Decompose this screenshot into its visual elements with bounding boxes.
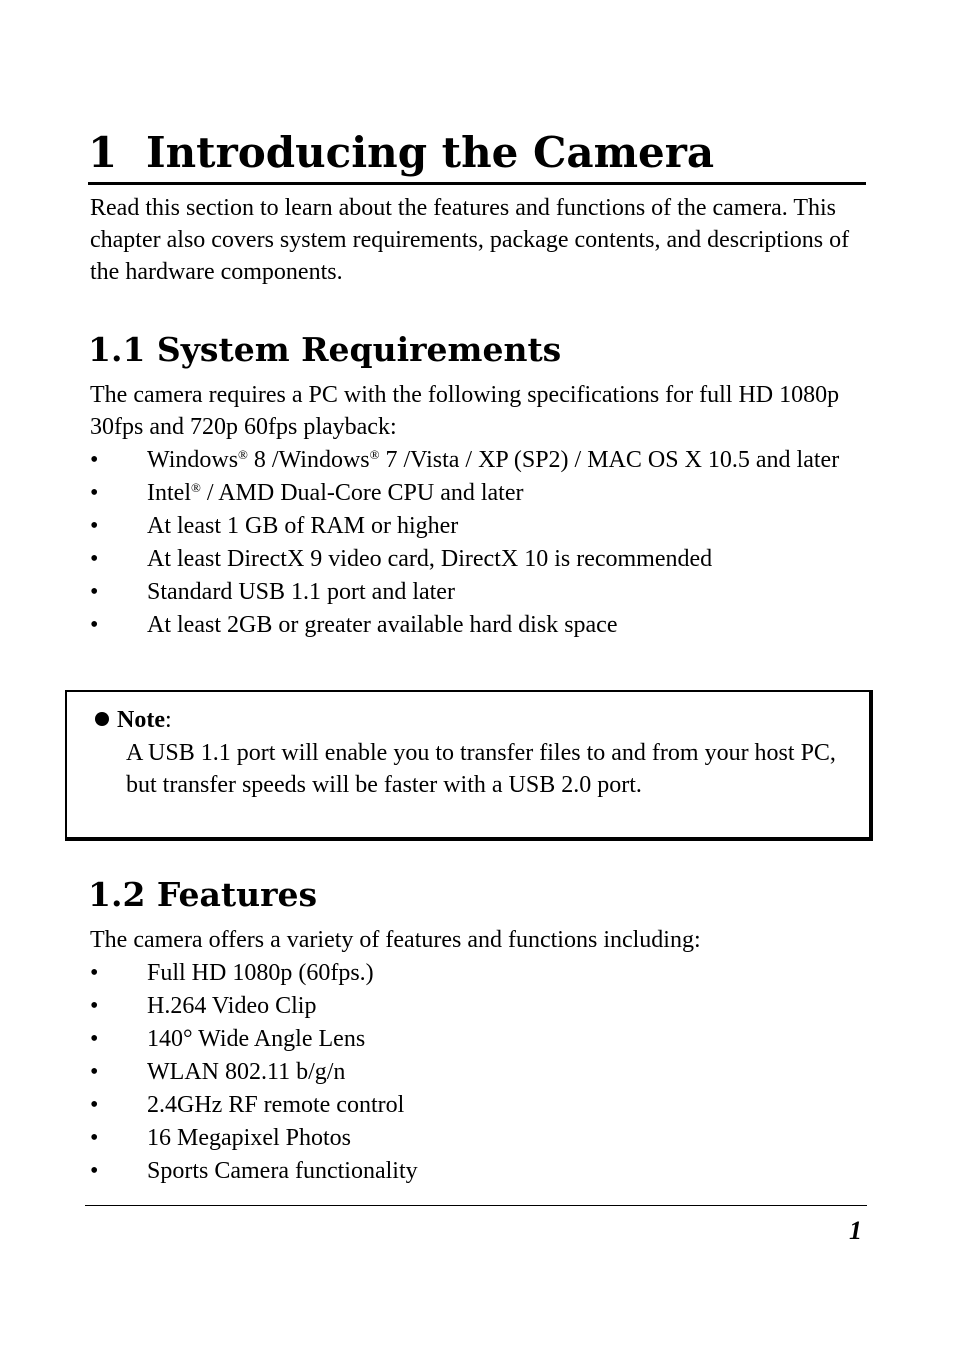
note-bullet-icon bbox=[95, 712, 109, 726]
list-item: • 2.4GHz RF remote control bbox=[90, 1089, 860, 1121]
list-item: • 16 Megapixel Photos bbox=[90, 1122, 860, 1154]
bullet-icon: • bbox=[90, 480, 99, 506]
registered-mark: ® bbox=[190, 480, 201, 495]
list-item: • Intel® / AMD Dual-Core CPU and later bbox=[90, 477, 860, 509]
section-heading-system-requirements: 1.1 System Requirements bbox=[88, 330, 562, 369]
footer-divider bbox=[85, 1205, 867, 1206]
note-label: Note bbox=[117, 707, 165, 733]
list-item: • Full HD 1080p (60fps.) bbox=[90, 957, 860, 989]
list-item: • 140° Wide Angle Lens bbox=[90, 1023, 860, 1055]
list-item: • At least DirectX 9 video card, DirectX 10 is recommended bbox=[90, 543, 860, 575]
bullet-icon: • bbox=[90, 579, 99, 605]
list-item: • At least 1 GB of RAM or higher bbox=[90, 510, 860, 542]
bullet-icon: • bbox=[90, 1092, 99, 1118]
registered-mark: ® bbox=[238, 447, 248, 462]
bullet-icon: • bbox=[90, 612, 99, 638]
section-heading-features: 1.2 Features bbox=[88, 875, 318, 914]
list-item: • Windows® 8 /Windows® 7 /Vista / XP (SP2) / MAC OS X 10.5 and later bbox=[90, 444, 860, 476]
chapter-title-text: Introducing the Camera bbox=[146, 128, 715, 177]
registered-mark: ® bbox=[369, 447, 380, 462]
note-box bbox=[65, 690, 873, 841]
bullet-icon: • bbox=[90, 1059, 99, 1085]
chapter-number: 1 bbox=[88, 128, 118, 177]
features-list bbox=[90, 957, 860, 1188]
list-item: • H.264 Video Clip bbox=[90, 990, 860, 1022]
list-item: • Sports Camera functionality bbox=[90, 1155, 860, 1187]
bullet-icon: • bbox=[90, 960, 99, 986]
bullet-icon: • bbox=[90, 1158, 99, 1184]
bullet-icon: • bbox=[90, 513, 99, 539]
list-item: • Standard USB 1.1 port and later bbox=[90, 576, 860, 608]
bullet-icon: • bbox=[90, 1026, 99, 1052]
system-requirements-intro: The camera requires a PC with the following specifications for full HD 1080p 30fps and 720p 60fps playback: bbox=[90, 382, 840, 440]
page-number: 1 bbox=[849, 1216, 862, 1245]
system-requirements-list bbox=[90, 444, 860, 642]
bullet-icon: • bbox=[90, 546, 99, 572]
bullet-icon: • bbox=[90, 1125, 99, 1151]
list-item: • WLAN 802.11 b/g/n bbox=[90, 1056, 860, 1088]
chapter-intro: Read this section to learn about the features and functions of the camera. This chapter also covers system requirements, package contents, and descriptions of the hardware components. bbox=[90, 195, 850, 285]
note-heading: Note: bbox=[95, 704, 172, 736]
bullet-icon: • bbox=[90, 993, 99, 1019]
bullet-icon: • bbox=[90, 447, 99, 473]
list-item: • At least 2GB or greater available hard disk space bbox=[90, 609, 860, 641]
features-intro: The camera offers a variety of features and functions including: bbox=[90, 927, 701, 953]
chapter-title bbox=[88, 124, 866, 185]
note-text: A USB 1.1 port will enable you to transfer files to and from your host PC, but transfer speeds will be faster with a USB 2.0 port. bbox=[126, 740, 836, 798]
